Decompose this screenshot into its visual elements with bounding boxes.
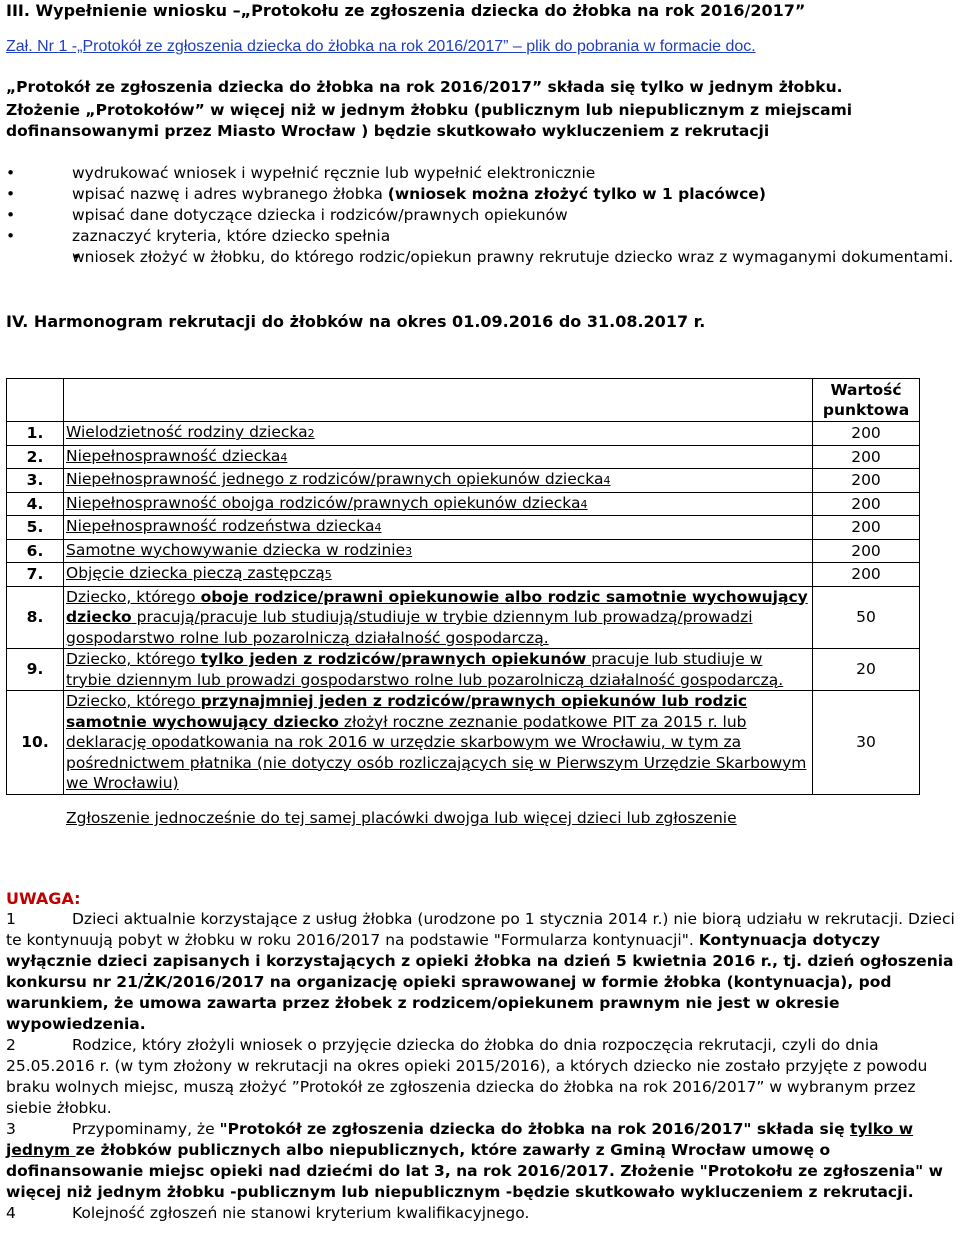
table-row: 2. Niepełnosprawność dziecka4 200	[7, 445, 920, 469]
note-3: 3 Przypominamy, że "Protokół ze zgłoszenia dziecka do żłobka na rok 2016/2017" składa się tylko w jednym ze żłobków publicznych albo niepublicznych, które zawarły z Gminą Wrocław umowę o dofinansowanie miejsc opieki nad dziećmi do lat 3, na rok 2016/2017. Złożenie "Protokołu ze zgłoszenia" w więcej niż jednym żłobku -publicznym lub niepublicznym -będzie skutkowało wykluczeniem z rekrutacji.	[6, 1120, 943, 1201]
step-item: • wniosek złożyć w żłobku, do którego rodzic/opiekun prawny rekrutuje dziecko wraz z wymaganymi dokumentami.	[6, 247, 956, 268]
table-row: 9. Dziecko, którego tylko jeden z rodziców/prawnych opiekunów pracuje lub studiuje w trybie dziennym lub prowadzi gospodarstwo rolne lub pozarolniczą działalność gospodarczą. 20	[7, 649, 920, 691]
section-heading-4: IV. Harmonogram rekrutacji do żłobków na okres 01.09.2016 do 31.08.2017 r.	[6, 312, 706, 331]
cut-off-row: Zgłoszenie jednocześnie do tej samej placówki dwojga lub więcej dzieci lub zgłoszenie	[66, 809, 737, 827]
step-item: • wydrukować wniosek i wypełnić ręcznie lub wypełnić elektronicznie	[6, 163, 956, 184]
attachment-link-text[interactable]: Zał. Nr 1 -„Protokół ze zgłoszenia dziecka do żłobka na rok 2016/2017” – plik do pobrania w formacie doc.	[6, 38, 756, 55]
attachment-link[interactable]	[6, 36, 956, 57]
table-header-row	[7, 379, 920, 422]
steps-list	[6, 163, 956, 268]
table-row: 3. Niepełnosprawność jednego z rodziców/prawnych opiekunów dziecka4 200	[7, 469, 920, 493]
criteria-table	[6, 378, 920, 795]
note-4: 4 Kolejność zgłoszeń nie stanowi kryterium kwalifikacyjnego.	[6, 1204, 530, 1222]
table-row: 7. Objęcie dziecka pieczą zastępczą5 200	[7, 563, 920, 587]
points-header: Wartość punktowa	[813, 379, 920, 422]
table-row: 1. Wielodzietność rodziny dziecka2 200	[7, 422, 920, 446]
step-item: • wpisać dane dotyczące dziecka i rodziców/prawnych opiekunów	[6, 205, 956, 226]
table-row: 6. Samotne wychowywanie dziecka w rodzinie3 200	[7, 539, 920, 563]
table-row: 8. Dziecko, którego oboje rodzice/prawni opiekunowie albo rodzic samotnie wychowujący dziecko pracują/pracuje lub studiują/studiuje w trybie dziennym lub prowadzą/prowadzi gospodarstwo rolne lub pozarolniczą działalność gospodarczą. 50	[7, 586, 920, 649]
exclusion-warning: Złożenie „Protokołów” w więcej niż w jednym żłobku (publicznym lub niepublicznym z miejscami dofinansowanymi przez Miasto Wrocław ) będzie skutkowało wykluczeniem z rekrutacji	[6, 101, 853, 140]
note-2: 2 Rodzice, który złożyli wniosek o przyjęcie dziecka do żłobka do dnia rozpoczęcia rekrutacji, czyli do dnia 25.05.2016 r. (w tym złożony w rekrutacji na okres opieki 2015/2016), a których dziecko nie zostało przyjęte z powodu braku wolnych miejsc, muszą złożyć ”Protokół ze zgłoszenia dziecka do żłobka na rok 2016/2017” w wybranym przez siebie żłobku.	[6, 1036, 928, 1117]
note-1: 1 Dzieci aktualnie korzystające z usług żłobka (urodzone po 1 stycznia 2014 r.) nie biorą udziału w rekrutacji. Dzieci te kontynuują pobyt w żłobku w roku 2016/2017 na podstawie "Formularza kontynuacji". Kontynuacja dotyczy wyłącznie dzieci zapisanych i korzystających z opieki żłobka na dzień 5 kwietnia 2016 r., tj. dzień ogłoszenia konkursu nr 21/ŻK/2016/2017 na organizację opieki sprawowanej w formie żłobka (kontynuacja), pod warunkiem, że umowa zawarta przez żłobek z rodzicem/opiekunem prawnym nie jest w okresie wypowiedzenia.	[6, 910, 955, 1033]
table-row: 4. Niepełnosprawność obojga rodziców/prawnych opiekunów dziecka4 200	[7, 492, 920, 516]
notes-section	[6, 888, 956, 1224]
single-nursery-notice: „Protokół ze zgłoszenia dziecka do żłobka na rok 2016/2017” składa się tylko w jednym żłobku.	[6, 78, 843, 96]
table-row: 5. Niepełnosprawność rodzeństwa dziecka4 200	[7, 516, 920, 540]
notes-heading: UWAGA:	[6, 889, 81, 908]
section-heading-3: III. Wypełnienie wniosku –„Protokołu ze zgłoszenia dziecka do żłobka na rok 2016/2017”	[6, 1, 806, 20]
step-item: • wpisać nazwę i adres wybranego żłobka (wniosek można złożyć tylko w 1 placówce)	[6, 184, 956, 205]
step-item: • zaznaczyć kryteria, które dziecko spełnia	[6, 226, 956, 247]
table-row: 10. Dziecko, którego przynajmniej jeden z rodziców/prawnych opiekunów lub rodzic samotnie wychowujący dziecko złożył roczne zeznanie podatkowe PIT za 2015 r. lub deklarację opodatkowania na rok 2016 w urzędzie skarbowym we Wrocławiu, w tym za pośrednictwem płatnika (nie dotyczy osób rozliczających się w Pierwszym Urzędzie Skarbowym we Wrocławiu) 30	[7, 691, 920, 795]
